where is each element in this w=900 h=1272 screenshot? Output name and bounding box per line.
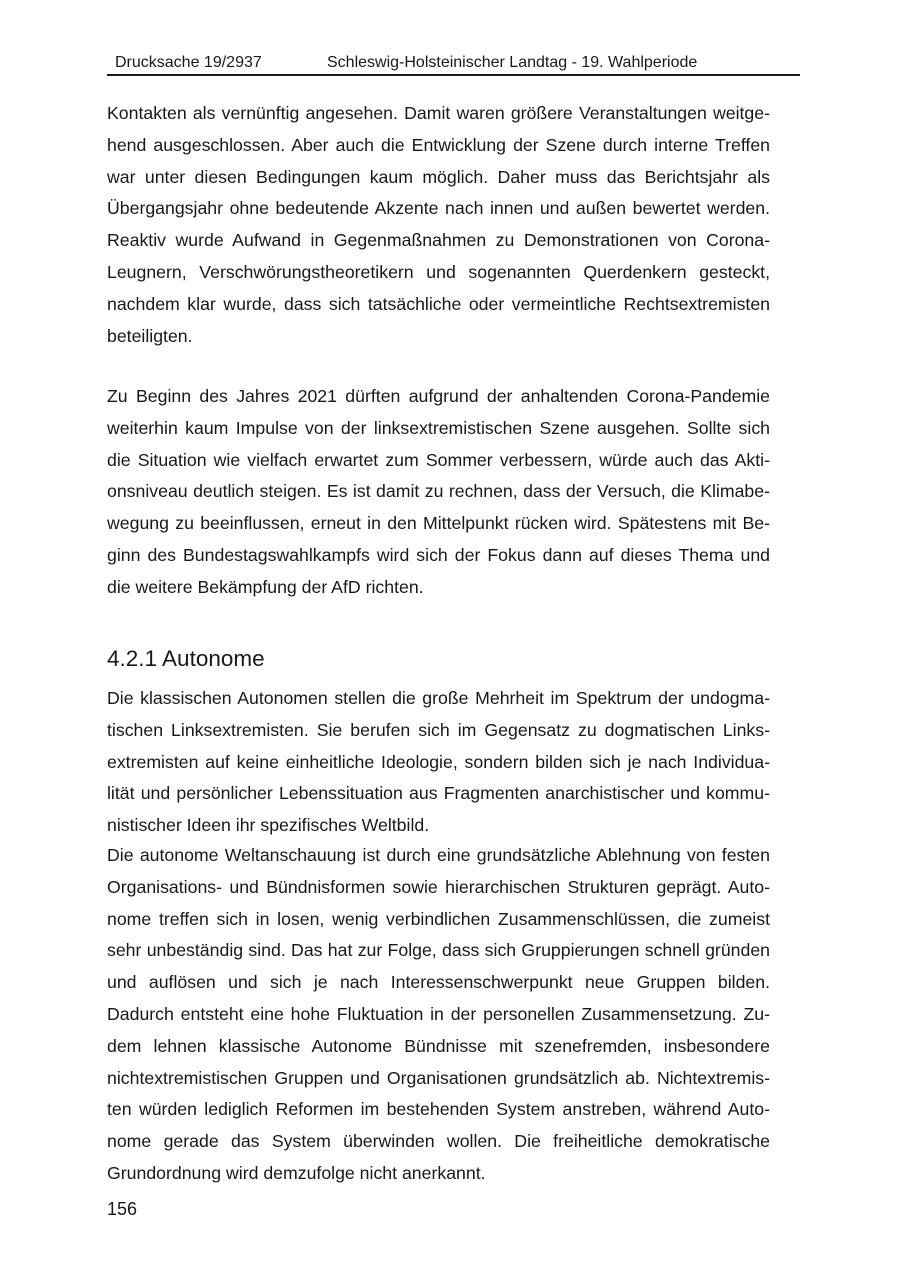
text-line: die Situation wie vielfach erwartet zum Sommer verbessern, würde auch das Akti- bbox=[107, 449, 770, 470]
text-line: lität und persönlicher Lebenssituation aus Fragmenten anarchistischer und kommu- bbox=[107, 783, 770, 804]
text-line: ten würden lediglich Reformen im bestehenden System anstreben, während Auto- bbox=[107, 1099, 770, 1120]
paragraph-autonome-weltanschauung bbox=[107, 840, 770, 1190]
text-line: und auflösen und sich je nach Interessenschwerpunkt neue Gruppen bilden. bbox=[107, 972, 770, 993]
paragraph-report-year bbox=[107, 98, 770, 352]
text-line: nichtextremistischen Gruppen und Organisationen grundsätzlich ab. Nichtextremis- bbox=[107, 1067, 770, 1088]
text-line: Organisations- und Bündnisformen sowie hierarchischen Strukturen geprägt. Auto- bbox=[107, 876, 770, 897]
text-line: hend ausgeschlossen. Aber auch die Entwicklung der Szene durch interne Treffen bbox=[107, 134, 770, 155]
text-line: Übergangsjahr ohne bedeutende Akzente nach innen und außen bewertet werden. bbox=[107, 198, 770, 219]
paragraph-outlook-2021 bbox=[107, 381, 770, 604]
text-line: extremisten auf keine einheitliche Ideologie, sondern bilden sich je nach Individua- bbox=[107, 751, 770, 772]
text-line: ginn des Bundestagswahlkampfs wird sich der Fokus dann auf dieses Thema und bbox=[107, 544, 770, 565]
text-line: nome gerade das System überwinden wollen. Die freiheitliche demokratische bbox=[107, 1131, 770, 1152]
text-line: nome treffen sich in losen, wenig verbindlichen Zusammenschlüssen, die zumeist bbox=[107, 908, 770, 929]
text-line: Leugnern, Verschwörungstheoretikern und sogenannten Querdenkern gesteckt, bbox=[107, 261, 770, 282]
text-line: Dadurch entsteht eine hohe Fluktuation in der personellen Zusammensetzung. Zu- bbox=[107, 1003, 770, 1024]
text-line: wegung zu beeinflussen, erneut in den Mittelpunkt rücken wird. Spätestens mit Be- bbox=[107, 513, 770, 534]
section-heading: 4.2.1 Autonome bbox=[107, 646, 265, 671]
text-line: Reaktiv wurde Aufwand in Gegenmaßnahmen zu Demonstrationen von Corona- bbox=[107, 230, 770, 251]
text-line: Grundordnung wird demzufolge nicht anerkannt. bbox=[107, 1162, 486, 1183]
header-doc-number: Drucksache 19/2937 bbox=[115, 54, 262, 71]
text-line: Zu Beginn des Jahres 2021 dürften aufgrund der anhaltenden Corona-Pandemie bbox=[107, 386, 770, 406]
page-number: 156 bbox=[107, 1199, 138, 1219]
paragraph-autonome-intro bbox=[107, 683, 770, 842]
text-line: Die klassischen Autonomen stellen die große Mehrheit im Spektrum der undogma- bbox=[107, 688, 770, 708]
text-line: Die autonome Weltanschauung ist durch eine grundsätzliche Ablehnung von festen bbox=[107, 845, 770, 865]
text-line: nistischer Ideen ihr spezifisches Weltbild. bbox=[107, 815, 430, 836]
text-line: dem lehnen klassische Autonome Bündnisse mit szenefremden, insbesondere bbox=[107, 1035, 770, 1056]
text-line: die weitere Bekämpfung der AfD richten. bbox=[107, 576, 424, 597]
text-line: tischen Linksextremisten. Sie berufen sich im Gegensatz zu dogmatischen Links- bbox=[107, 719, 770, 740]
text-line: nachdem klar wurde, dass sich tatsächliche oder vermeintliche Rechtsextremisten bbox=[107, 293, 770, 314]
text-line: sehr unbeständig sind. Das hat zur Folge, dass sich Gruppierungen schnell gründen bbox=[107, 940, 770, 961]
text-line: onsniveau deutlich steigen. Es ist damit zu rechnen, dass der Versuch, die Klimabe- bbox=[107, 481, 770, 502]
header-title: Schleswig-Holsteinischer Landtag - 19. Wahlperiode bbox=[327, 54, 698, 71]
text-line: beteiligten. bbox=[107, 325, 193, 346]
text-line: Kontakten als vernünftig angesehen. Damit waren größere Veranstaltungen weitge- bbox=[107, 103, 770, 123]
header-rule bbox=[107, 74, 800, 76]
text-line: war unter diesen Bedingungen kaum möglich. Daher muss das Berichtsjahr als bbox=[107, 166, 770, 187]
text-line: weiterhin kaum Impulse von der linksextremistischen Szene ausgehen. Sollte sich bbox=[107, 417, 770, 438]
